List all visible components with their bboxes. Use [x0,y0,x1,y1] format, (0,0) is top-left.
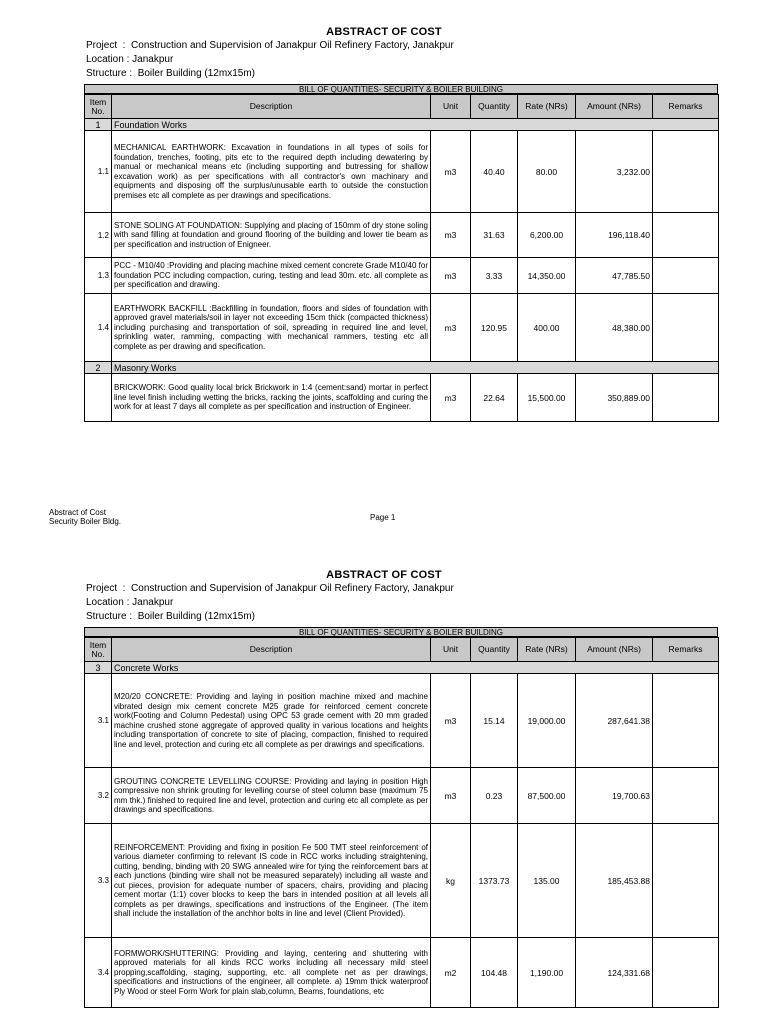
item-rate: 135.00 [518,824,576,938]
boq-table [84,94,719,422]
structure-line: Structure : Boiler Building (12mx15m) [86,68,255,79]
col-remarks: Remarks [653,638,719,662]
item-quantity: 0.23 [471,768,518,824]
col-description: Description [112,638,431,662]
item-description: FORMWORK/SHUTTERING: Providing and laying, centering and shuttering with approved materials for all kinds RCC works including all necessary mild steel propping,scaffolding, staging, supporting, etc. all complete net as per drawings, specifications and instructions of the engineer, all complete. a) 19mm thick waterproof Ply Wood or steel Form Work for plain slab,column, Beams, foundations, etc [112,938,431,1008]
item-remarks [653,768,719,824]
col-rate: Rate (NRs) [518,638,576,662]
item-no: 1.1 [85,131,112,213]
structure-label: Structure [86,611,127,622]
project-value: Construction and Supervision of Janakpur Oil Refinery Factory, Janakpur [131,40,454,51]
document-title: ABSTRACT OF COST [326,26,442,38]
project-label: Project [86,583,118,594]
boq-title-band: BILL OF QUANTITIES- SECURITY & BOILER BUILDING [84,84,718,94]
section-row [85,362,719,374]
item-description: EARTHWORK BACKFILL :Backfilling in foundation, floors and sides of foundation with approved gravel materials/soil in layer not exceeding 15cm thick (compacted thickness) including purchasing and transportation of soil, spreading in required line and level, sprinkling water, ramming, compacting with mechanical rammers, testing etc all complete as per drawing and specification. [112,294,431,362]
item-remarks [653,374,719,422]
item-rate: 15,500.00 [518,374,576,422]
item-unit: m3 [431,131,471,213]
item-unit: kg [431,824,471,938]
item-amount: 287,641.38 [576,674,653,768]
item-amount: 3,232.00 [576,131,653,213]
item-amount: 350,889.00 [576,374,653,422]
item-amount: 185,453.88 [576,824,653,938]
location-label: Location [86,54,124,65]
item-description: REINFORCEMENT: Providing and fixing in position Fe 500 TMT steel reinforcement of various diameter confirming to relevant IS code in RCC works including straightening, cutting, bending, binding with 20 SWG annealed wire for tying the reinforcement bars at each junctions (binding wire shall not be measured separately) including all waste and cut pieces, provision for adequate number of spacers, chairs, providing and placing cement mortar (1:1) cover blocks to keep the bars in intended position at all levels all complets as per drawings, specifications and instructions of the Engineer. (The item shall include the installation of the anchhor bolts in line and level (Client Provided). [112,824,431,938]
document-title: ABSTRACT OF COST [326,569,442,581]
footer-left [49,508,121,526]
item-quantity: 40.40 [471,131,518,213]
item-unit: m3 [431,768,471,824]
location-label: Location [86,597,124,608]
col-remarks: Remarks [653,95,719,119]
structure-label: Structure [86,68,127,79]
footer-doc-subtitle: Security Boiler Bldg. [49,517,122,526]
location-line: Location : Janakpur [86,54,174,65]
project-value: Construction and Supervision of Janakpur Oil Refinery Factory, Janakpur [131,583,454,594]
item-no: 3.1 [85,674,112,768]
table-row [85,213,719,258]
item-quantity: 3.33 [471,258,518,294]
section-title: Foundation Works [112,119,719,131]
table-header-row [85,638,719,662]
item-rate: 6,200.00 [518,213,576,258]
item-no: 1.3 [85,258,112,294]
boq-title-band: BILL OF QUANTITIES- SECURITY & BOILER BUILDING [84,627,718,637]
item-no: 3.4 [85,938,112,1008]
item-unit: m3 [431,374,471,422]
item-unit: m3 [431,294,471,362]
section-title: Concrete Works [112,662,719,674]
col-quantity: Quantity [471,638,518,662]
item-description: BRICKWORK: Good quality local brick Brickwork in 1:4 (cement:sand) mortar in perfect line level finish including wetting the bricks, racking the joints, scaffolding and curing the work for at least 7 days all complete as per specification and instruction of Engineer. [112,374,431,422]
item-description: MECHANICAL EARTHWORK: Excavation in foundations in all types of soils for foundation, trenches, footing, pits etc to the required depth including dewatering by manual or mechanical means etc (including supporting and butressing for shallow excavation work) as per specifications with all contractor's own machinary and equipments and disposing off the surplus/unusable earth to outside the constuction premises etc all complete as per drawings and specifications. [112,131,431,213]
item-no: 1.4 [85,294,112,362]
page-number: Page 1 [370,513,396,522]
item-amount: 47,785.50 [576,258,653,294]
item-remarks [653,824,719,938]
item-remarks [653,674,719,768]
item-description: PCC - M10/40 :Providing and placing machine mixed cement concrete Grade M10/40 for foundation PCC including compaction, curing, testing and lead 30m. etc. all complete as per specification and drawing. [112,258,431,294]
item-remarks [653,258,719,294]
item-quantity: 104.48 [471,938,518,1008]
table-row [85,824,719,938]
item-rate: 19,000.00 [518,674,576,768]
table-header-row [85,95,719,119]
item-rate: 1,190.00 [518,938,576,1008]
item-description: M20/20 CONCRETE: Providing and laying in position machine mixed and machine vibrated design mix cement concrete M25 grade for reinforced cement concrete work(Footing and Column Pedestal) using OPC 53 grade cement with 20 mm graded machine crushed stone aggregate of approved quality in various locations and heights including transportation of concrete to site of placing, compaction, finished to required line and level, protection and curing etc all complete as per drawings and specifications. [112,674,431,768]
table-row [85,131,719,213]
table-row [85,258,719,294]
structure-value: Boiler Building (12mx15m) [137,611,255,622]
item-quantity: 22.64 [471,374,518,422]
item-unit: m2 [431,938,471,1008]
item-description: STONE SOLING AT FOUNDATION: Supplying and placing of 150mm of dry stone soling with sand filling at foundation and ground flooring of the building and lower tie beam as per specification and instruction of Enigneer. [112,213,431,258]
section-title: Masonry Works [112,362,719,374]
location-value: Janakpur [132,54,174,65]
col-unit: Unit [431,95,471,119]
table-row [85,938,719,1008]
project-label: Project [86,40,118,51]
item-quantity: 1373.73 [471,824,518,938]
col-amount: Amount (NRs) [576,638,653,662]
item-rate: 87,500.00 [518,768,576,824]
table-row [85,768,719,824]
footer-doc-name: Abstract of Cost [49,508,106,517]
table-row [85,294,719,362]
location-value: Janakpur [132,597,174,608]
item-remarks [653,294,719,362]
item-rate: 400.00 [518,294,576,362]
structure-value: Boiler Building (12mx15m) [137,68,255,79]
section-no: 2 [85,362,112,374]
col-amount: Amount (NRs) [576,95,653,119]
item-amount: 19,700.63 [576,768,653,824]
item-remarks [653,131,719,213]
col-item-no: Item No. [85,638,112,662]
col-item-no: Item No. [85,95,112,119]
structure-line: Structure : Boiler Building (12mx15m) [86,611,255,622]
item-amount: 124,331.68 [576,938,653,1008]
boq-table [84,637,719,1008]
item-remarks [653,213,719,258]
section-no: 1 [85,119,112,131]
item-no [85,374,112,422]
section-row [85,119,719,131]
col-unit: Unit [431,638,471,662]
item-rate: 80.00 [518,131,576,213]
item-unit: m3 [431,674,471,768]
col-description: Description [112,95,431,119]
item-rate: 14,350.00 [518,258,576,294]
item-quantity: 120.95 [471,294,518,362]
item-unit: m3 [431,213,471,258]
project-line: Project : Construction and Supervision of Janakpur Oil Refinery Factory, Janakpur [86,40,454,51]
location-line: Location : Janakpur [86,597,174,608]
item-no: 1.2 [85,213,112,258]
col-quantity: Quantity [471,95,518,119]
section-row [85,662,719,674]
item-quantity: 31.63 [471,213,518,258]
page-2 [0,540,768,1024]
item-no: 3.3 [85,824,112,938]
item-description: GROUTING CONCRETE LEVELLING COURSE: Providing and laying in position High compressive non shrink grouting for levelling course of steel column base (maximum 75 mm thk.) finished to required line and level, protection and curing etc all complete as per drawings and specifications. [112,768,431,824]
item-remarks [653,938,719,1008]
item-no: 3.2 [85,768,112,824]
item-quantity: 15.14 [471,674,518,768]
section-no: 3 [85,662,112,674]
col-rate: Rate (NRs) [518,95,576,119]
project-line: Project : Construction and Supervision of Janakpur Oil Refinery Factory, Janakpur [86,583,454,594]
item-amount: 48,380.00 [576,294,653,362]
item-unit: m3 [431,258,471,294]
table-row [85,374,719,422]
table-row [85,674,719,768]
item-amount: 196,118.40 [576,213,653,258]
